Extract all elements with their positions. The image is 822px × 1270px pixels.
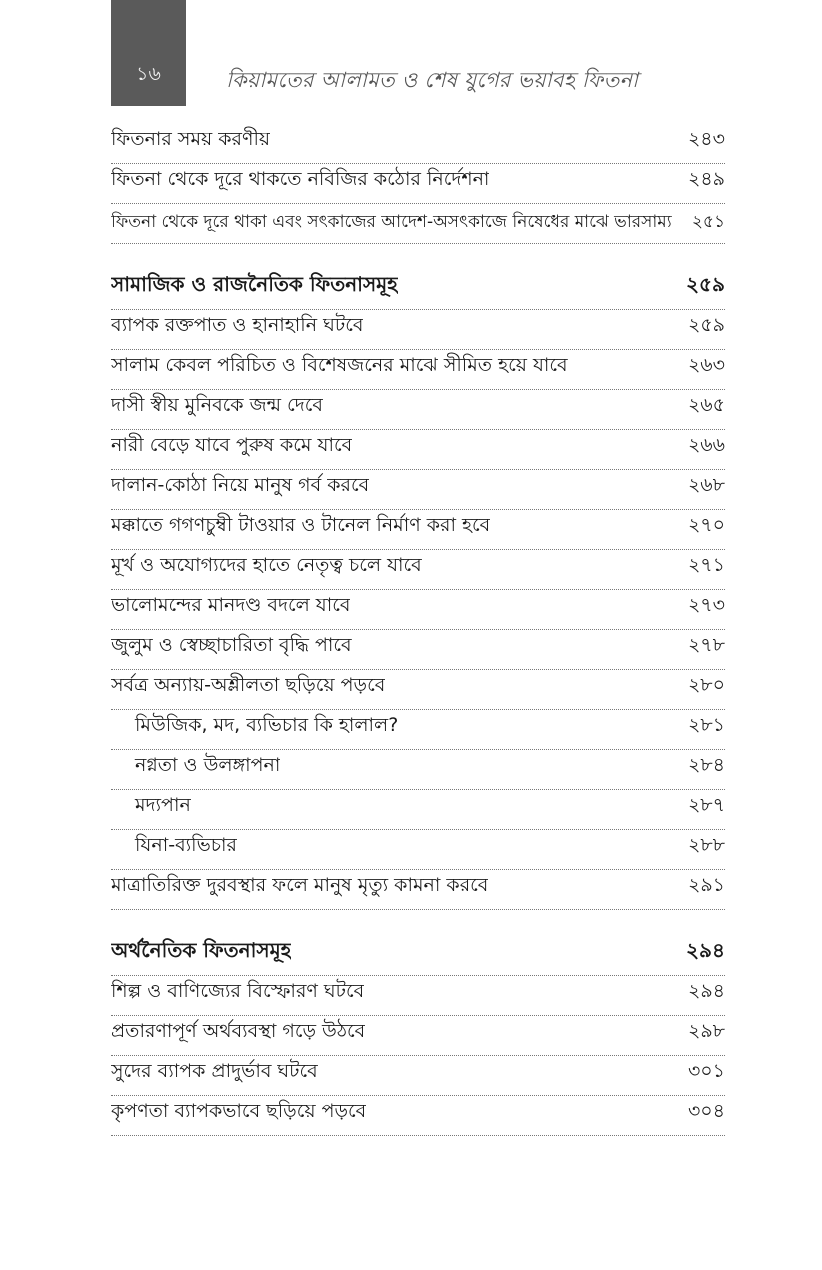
toc-entry[interactable] (111, 390, 725, 430)
toc-entry-page: ২৮৭ (687, 794, 725, 816)
toc-entry[interactable] (111, 510, 725, 550)
toc-entry-page: ২৮১ (687, 714, 725, 736)
toc-entry-page: ৩০৪ (687, 1100, 725, 1122)
toc-entry-title: মদ্যপান (135, 794, 191, 816)
toc-entry-title: নগ্নতা ও উলঙ্গাপনা (135, 754, 281, 776)
toc-entry-page: ২৬৮ (687, 474, 725, 496)
toc-entry[interactable] (111, 550, 725, 590)
toc-entry-title: ফিতনার সময় করণীয় (111, 128, 271, 150)
toc-entry[interactable] (111, 590, 725, 630)
toc-entry-title: ভালোমন্দের মানদণ্ড বদলে যাবে (111, 594, 351, 616)
section-page: ২৯৪ (686, 938, 725, 962)
toc-entry-title: সালাম কেবল পরিচিত ও বিশেষজনের মাঝে সীমিত হয়ে যাবে (111, 354, 568, 376)
toc-entry[interactable] (111, 630, 725, 670)
toc-entry[interactable] (111, 1016, 725, 1056)
toc-subentry[interactable] (111, 710, 725, 750)
toc-entry-title: প্রতারণাপূর্ণ অর্থব্যবস্থা গড়ে উঠবে (111, 1020, 366, 1042)
toc-entry-page: ২৬৩ (687, 354, 725, 376)
toc-entry-title: যিনা-ব্যভিচার (135, 834, 237, 856)
toc-entry-title: জুলুম ও স্বেচ্ছাচারিতা বৃদ্ধি পাবে (111, 634, 352, 656)
toc-section-heading[interactable] (111, 932, 725, 976)
toc-entry-page: ২৪৩ (687, 128, 725, 150)
toc-entry-title: ফিতনা থেকে দূরে থাকতে নবিজির কঠোর নির্দেশনা (111, 168, 490, 190)
running-title: কিয়ামতের আলামত ও শেষ যুগের ভয়াবহ ফিতনা (226, 68, 639, 92)
toc-entry[interactable] (111, 204, 725, 244)
toc-entry-page: ২৬৫ (687, 394, 725, 416)
section-page: ২৫৯ (686, 272, 725, 296)
toc-section-heading[interactable] (111, 266, 725, 310)
toc-entry[interactable] (111, 1096, 725, 1136)
toc-entry[interactable] (111, 1056, 725, 1096)
toc-entry[interactable] (111, 430, 725, 470)
toc-entry[interactable] (111, 470, 725, 510)
toc-entry-title: সুদের ব্যাপক প্রাদুর্ভাব ঘটবে (111, 1060, 318, 1082)
toc-entry-title: ফিতনা থেকে দূরে থাকা এবং সৎকাজের আদেশ-অসৎকাজে নিষেধের মাঝে ভারসাম্য (111, 212, 672, 232)
toc-entry-title: কৃপণতা ব্যাপকভাবে ছড়িয়ে পড়বে (111, 1100, 367, 1122)
page-number: ১৬ (136, 63, 161, 85)
toc-entry[interactable] (111, 350, 725, 390)
toc-entry-title: দাসী স্বীয় মুনিবকে জন্ম দেবে (111, 394, 323, 416)
toc-entry-title: দালান-কোঠা নিয়ে মানুষ গর্ব করবে (111, 474, 370, 496)
toc-entry-title: মাত্রাতিরিক্ত দুরবস্থার ফলে মানুষ মৃত্যু কামনা করবে (111, 874, 489, 896)
toc-entry[interactable] (111, 976, 725, 1016)
toc-entry-page: ২৯৪ (687, 980, 725, 1002)
toc-entry-page: ২৭১ (687, 554, 725, 576)
section-title: সামাজিক ও রাজনৈতিক ফিতনাসমূহ (111, 272, 398, 296)
table-of-contents (111, 124, 725, 1136)
toc-entry-page: ২৫১ (691, 212, 725, 232)
toc-entry-title: মক্কাতে গগণচুম্বী টাওয়ার ও টানেল নির্মাণ করা হবে (111, 514, 491, 536)
toc-entry-page: ২৫৯ (687, 314, 725, 336)
toc-entry-title: শিল্প ও বাণিজ্যের বিস্ফোরণ ঘটবে (111, 980, 365, 1002)
toc-entry-page: ২৮০ (687, 674, 725, 696)
toc-entry-title: ব্যাপক রক্তপাত ও হানাহানি ঘটবে (111, 314, 364, 336)
toc-entry-page: ২৬৬ (687, 434, 725, 456)
toc-entry-title: নারী বেড়ে যাবে পুরুষ কমে যাবে (111, 434, 353, 456)
toc-entry[interactable] (111, 870, 725, 910)
toc-entry-page: ২৭৮ (687, 634, 725, 656)
toc-entry-title: সর্বত্র অন্যায়-অশ্লীলতা ছড়িয়ে পড়বে (111, 674, 386, 696)
toc-subentry[interactable] (111, 790, 725, 830)
toc-entry-page: ৩০১ (687, 1060, 725, 1082)
toc-entry-page: ২৮৮ (687, 834, 725, 856)
section-title: অর্থনৈতিক ফিতনাসমূহ (111, 938, 292, 962)
toc-entry[interactable] (111, 164, 725, 204)
toc-entry[interactable] (111, 310, 725, 350)
toc-entry-page: ২৪৯ (687, 168, 725, 190)
toc-entry-page: ২৯১ (687, 874, 725, 896)
toc-entry-title: মূর্খ ও অযোগ্যদের হাতে নেতৃত্ব চলে যাবে (111, 554, 422, 576)
toc-entry-page: ২৮৪ (687, 754, 725, 776)
toc-entry-page: ২৭৩ (687, 594, 725, 616)
toc-subentry[interactable] (111, 830, 725, 870)
toc-entry-page: ২৯৮ (687, 1020, 725, 1042)
toc-entry-title: মিউজিক, মদ, ব্যভিচার কি হালাল? (135, 714, 399, 736)
toc-entry-page: ২৭০ (687, 514, 725, 536)
page-number-tab (111, 0, 186, 106)
toc-subentry[interactable] (111, 750, 725, 790)
toc-entry[interactable] (111, 124, 725, 164)
toc-entry[interactable] (111, 670, 725, 710)
